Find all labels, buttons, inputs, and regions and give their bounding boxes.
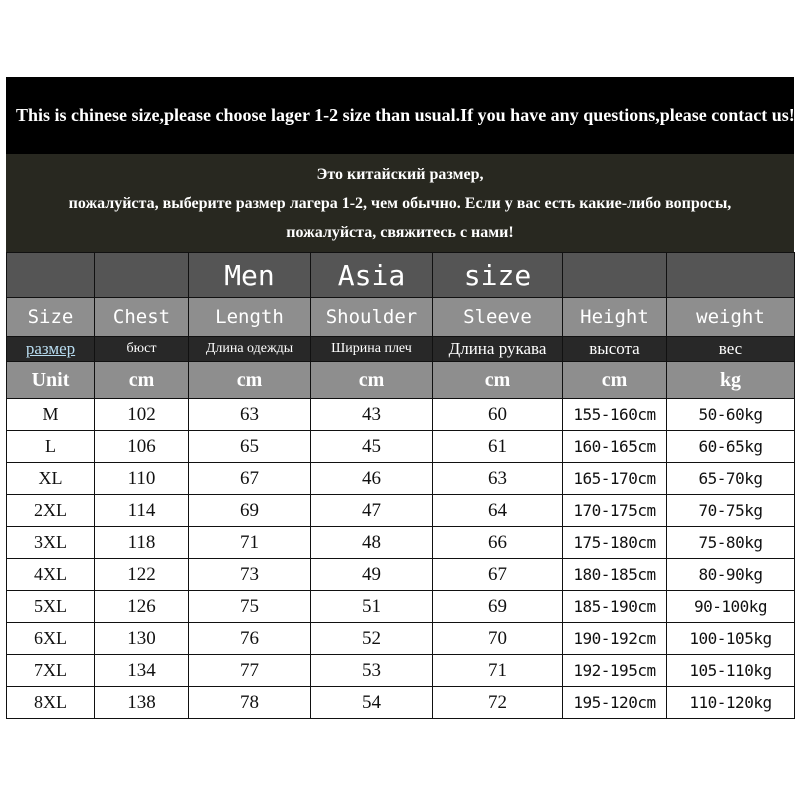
cell-size: 2XL bbox=[7, 495, 95, 527]
notice-russian-line-3: пожалуйста, свяжитесь с нами! bbox=[286, 223, 514, 241]
cell-sleeve: 71 bbox=[433, 655, 563, 687]
cell-shoulder: 43 bbox=[311, 399, 433, 431]
notice-russian-line-2: пожалуйста, выберите размер лагера 1-2, чем обычно. Если у вас есть какие-либо вопросы, bbox=[68, 194, 732, 212]
cell-height: 160-165cm bbox=[563, 431, 667, 463]
table-row bbox=[7, 591, 795, 623]
cell-size: 4XL bbox=[7, 559, 95, 591]
title-cell-men: Men bbox=[189, 253, 311, 298]
cell-shoulder: 54 bbox=[311, 687, 433, 719]
cell-chest: 122 bbox=[95, 559, 189, 591]
cell-sleeve: 66 bbox=[433, 527, 563, 559]
header-sleeve: Sleeve bbox=[433, 298, 563, 337]
cell-size: 6XL bbox=[7, 623, 95, 655]
cell-weight: 65-70kg bbox=[667, 463, 795, 495]
size-chart-table bbox=[6, 252, 795, 719]
cell-weight: 80-90kg bbox=[667, 559, 795, 591]
cell-size: 7XL bbox=[7, 655, 95, 687]
cell-shoulder: 46 bbox=[311, 463, 433, 495]
cell-weight: 75-80kg bbox=[667, 527, 795, 559]
cell-length: 71 bbox=[189, 527, 311, 559]
title-row bbox=[7, 253, 795, 298]
cell-chest: 118 bbox=[95, 527, 189, 559]
unit-sleeve: cm bbox=[433, 362, 563, 399]
header-row-english bbox=[7, 298, 795, 337]
cell-height: 170-175cm bbox=[563, 495, 667, 527]
cell-height: 180-185cm bbox=[563, 559, 667, 591]
cell-shoulder: 49 bbox=[311, 559, 433, 591]
table-row bbox=[7, 431, 795, 463]
title-cell bbox=[7, 253, 95, 298]
header-row-russian bbox=[7, 337, 795, 362]
header-chest: Chest bbox=[95, 298, 189, 337]
unit-row bbox=[7, 362, 795, 399]
cell-sleeve: 64 bbox=[433, 495, 563, 527]
unit-chest: cm bbox=[95, 362, 189, 399]
cell-shoulder: 53 bbox=[311, 655, 433, 687]
cell-weight: 90-100kg bbox=[667, 591, 795, 623]
cell-height: 195-120cm bbox=[563, 687, 667, 719]
cell-size: L bbox=[7, 431, 95, 463]
cell-length: 76 bbox=[189, 623, 311, 655]
cell-length: 65 bbox=[189, 431, 311, 463]
table-row bbox=[7, 559, 795, 591]
title-cell-asia: Asia bbox=[311, 253, 433, 298]
cell-weight: 60-65kg bbox=[667, 431, 795, 463]
cell-chest: 102 bbox=[95, 399, 189, 431]
title-cell bbox=[667, 253, 795, 298]
cell-chest: 106 bbox=[95, 431, 189, 463]
size-data-rows bbox=[7, 399, 795, 719]
cell-chest: 130 bbox=[95, 623, 189, 655]
header-height: Height bbox=[563, 298, 667, 337]
header-ru-height: высота bbox=[563, 337, 667, 362]
table-row bbox=[7, 399, 795, 431]
cell-height: 155-160cm bbox=[563, 399, 667, 431]
table-row bbox=[7, 623, 795, 655]
cell-height: 190-192cm bbox=[563, 623, 667, 655]
cell-size: 5XL bbox=[7, 591, 95, 623]
cell-size: M bbox=[7, 399, 95, 431]
header-ru-length: Длина одежды bbox=[189, 337, 311, 362]
table-row bbox=[7, 655, 795, 687]
cell-length: 67 bbox=[189, 463, 311, 495]
notice-english-text: This is chinese size,please choose lager 1-2 size than usual.If you have any questions,please contact us! bbox=[16, 105, 795, 125]
cell-length: 77 bbox=[189, 655, 311, 687]
cell-height: 192-195cm bbox=[563, 655, 667, 687]
unit-label: Unit bbox=[7, 362, 95, 399]
cell-chest: 126 bbox=[95, 591, 189, 623]
header-length: Length bbox=[189, 298, 311, 337]
notice-russian-line-1: Это китайский размер, bbox=[316, 165, 484, 183]
header-weight: weight bbox=[667, 298, 795, 337]
cell-sleeve: 61 bbox=[433, 431, 563, 463]
header-size: Size bbox=[7, 298, 95, 337]
unit-weight: kg bbox=[667, 362, 795, 399]
header-ru-chest: бюст bbox=[95, 337, 189, 362]
unit-height: cm bbox=[563, 362, 667, 399]
cell-weight: 50-60kg bbox=[667, 399, 795, 431]
cell-weight: 70-75kg bbox=[667, 495, 795, 527]
cell-sleeve: 70 bbox=[433, 623, 563, 655]
cell-shoulder: 47 bbox=[311, 495, 433, 527]
header-ru-shoulder: Ширина плеч bbox=[311, 337, 433, 362]
unit-length: cm bbox=[189, 362, 311, 399]
title-cell-size: size bbox=[433, 253, 563, 298]
unit-shoulder: cm bbox=[311, 362, 433, 399]
cell-height: 175-180cm bbox=[563, 527, 667, 559]
cell-shoulder: 48 bbox=[311, 527, 433, 559]
cell-length: 69 bbox=[189, 495, 311, 527]
cell-sleeve: 60 bbox=[433, 399, 563, 431]
cell-weight: 110-120kg bbox=[667, 687, 795, 719]
cell-sleeve: 67 bbox=[433, 559, 563, 591]
cell-chest: 114 bbox=[95, 495, 189, 527]
cell-shoulder: 51 bbox=[311, 591, 433, 623]
cell-height: 185-190cm bbox=[563, 591, 667, 623]
cell-sleeve: 69 bbox=[433, 591, 563, 623]
table-row bbox=[7, 527, 795, 559]
cell-chest: 138 bbox=[95, 687, 189, 719]
cell-weight: 100-105kg bbox=[667, 623, 795, 655]
cell-chest: 110 bbox=[95, 463, 189, 495]
cell-height: 165-170cm bbox=[563, 463, 667, 495]
table-row bbox=[7, 495, 795, 527]
notice-russian bbox=[6, 154, 794, 252]
cell-size: XL bbox=[7, 463, 95, 495]
header-ru-size: размер bbox=[7, 337, 95, 362]
table-row bbox=[7, 687, 795, 719]
cell-weight: 105-110kg bbox=[667, 655, 795, 687]
title-cell bbox=[95, 253, 189, 298]
cell-size: 3XL bbox=[7, 527, 95, 559]
cell-sleeve: 72 bbox=[433, 687, 563, 719]
cell-length: 78 bbox=[189, 687, 311, 719]
cell-length: 63 bbox=[189, 399, 311, 431]
cell-shoulder: 45 bbox=[311, 431, 433, 463]
cell-length: 73 bbox=[189, 559, 311, 591]
notice-english bbox=[6, 77, 794, 154]
header-ru-sleeve: Длина рукава bbox=[433, 337, 563, 362]
title-cell bbox=[563, 253, 667, 298]
cell-shoulder: 52 bbox=[311, 623, 433, 655]
table-row bbox=[7, 463, 795, 495]
header-ru-weight: вес bbox=[667, 337, 795, 362]
cell-size: 8XL bbox=[7, 687, 95, 719]
cell-sleeve: 63 bbox=[433, 463, 563, 495]
cell-length: 75 bbox=[189, 591, 311, 623]
header-shoulder: Shoulder bbox=[311, 298, 433, 337]
cell-chest: 134 bbox=[95, 655, 189, 687]
